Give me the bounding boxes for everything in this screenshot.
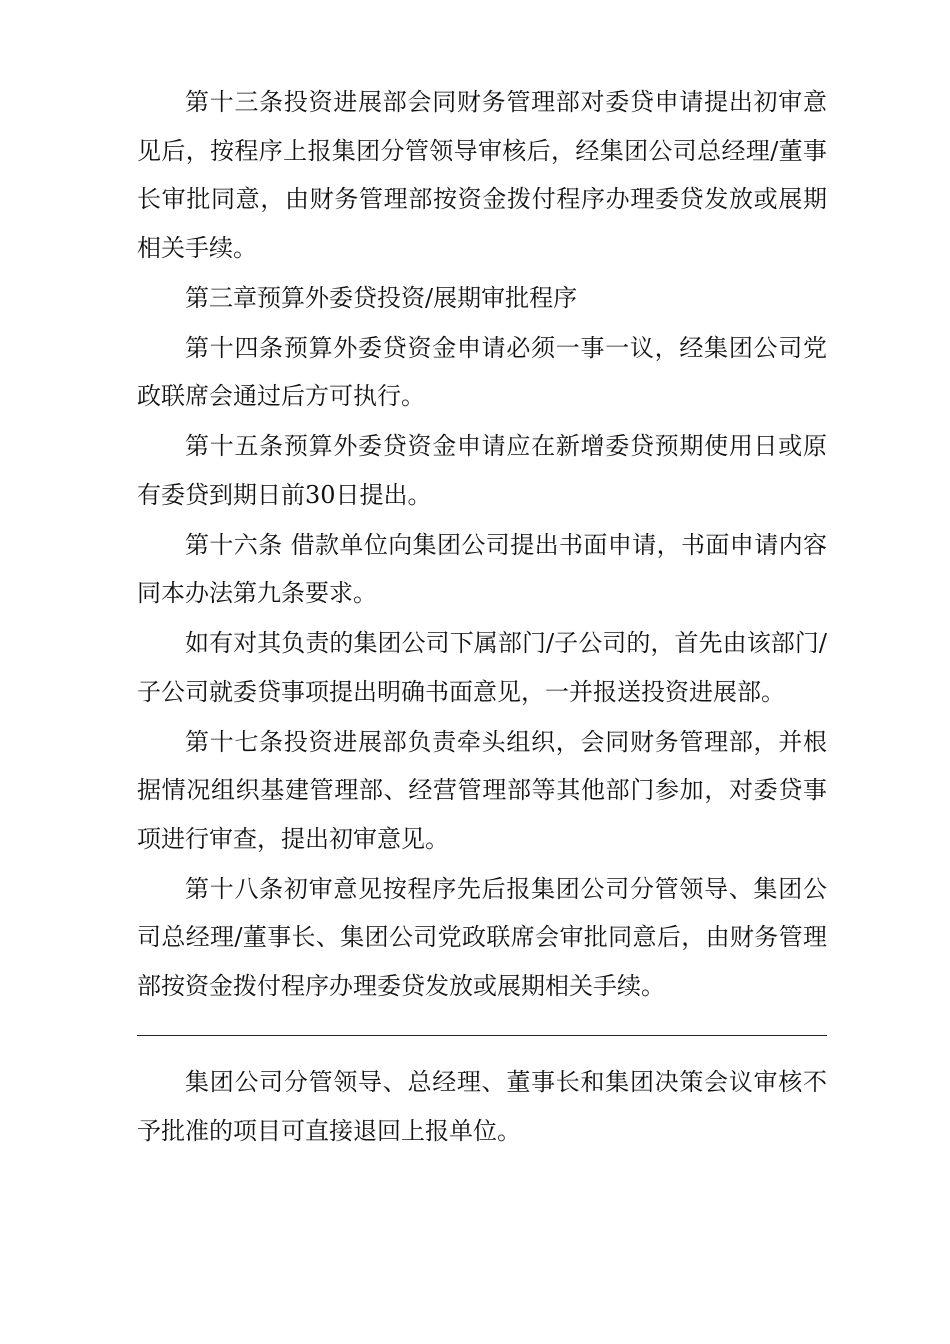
article-17-paragraph: 第十七条投资进展部负责牵头组织，会同财务管理部，并根据情况组织基建管理部、经营管理部等其他部门参加，对委贷事项进行审查，提出初审意见。 <box>137 727 827 853</box>
article-14-paragraph: 第十四条预算外委贷资金申请必须一事一议，经集团公司党政联席会通过后方可执行。 <box>137 333 827 410</box>
article-18-paragraph: 第十八条初审意见按程序先后报集团公司分管领导、集团公司总经理/董事长、集团公司党政联席会审批同意后，由财务管理部按资金拨付程序办理委贷发放或展期相关手续。 <box>137 874 827 1000</box>
chapter-3-heading: 第三章预算外委贷投资/展期审批程序 <box>185 283 578 312</box>
document-page <box>137 78 827 1157</box>
article-16-paragraph: 第十六条 借款单位向集团公司提出书面申请，书面申请内容同本办法第九条要求。 <box>137 530 827 607</box>
article-15-paragraph: 第十五条预算外委贷资金申请应在新增委贷预期使用日或原有委贷到期日前30日提出。 <box>137 432 827 509</box>
rejection-note-paragraph: 集团公司分管领导、总经理、董事长和集团决策会议审核不予批准的项目可直接退回上报单位。 <box>137 1068 827 1145</box>
article-13-paragraph: 第十三条投资进展部会同财务管理部对委贷申请提出初审意见后，按程序上报集团分管领导审核后，经集团公司总经理/董事长审批同意，由财务管理部按资金拨付程序办理委贷发放或展期相关手续。 <box>137 88 827 262</box>
horizontal-divider <box>137 1035 827 1036</box>
article-16-supplement-paragraph: 如有对其负责的集团公司下属部门/子公司的，首先由该部门/子公司就委贷事项提出明确书面意见，一并报送投资进展部。 <box>137 629 827 706</box>
